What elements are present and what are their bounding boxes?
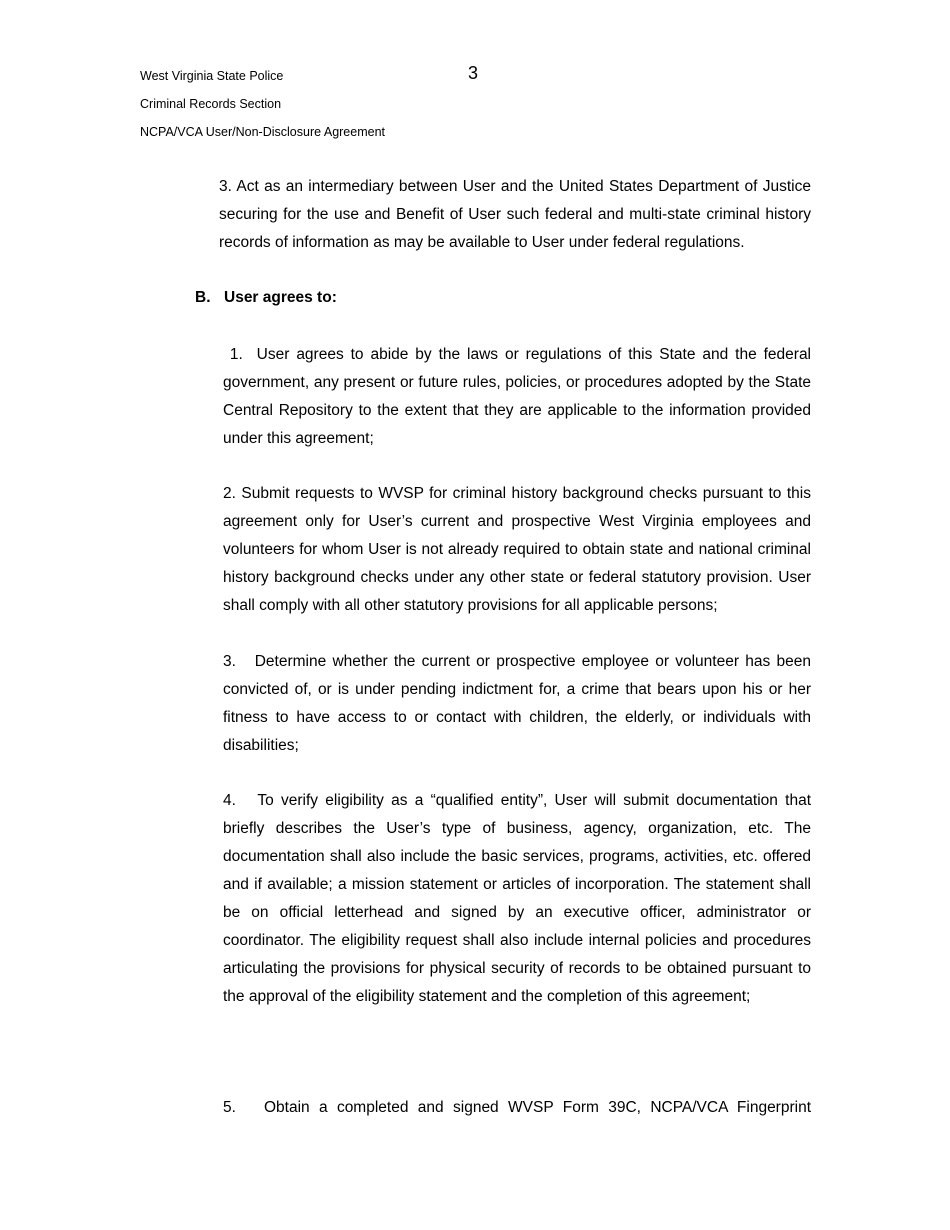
paragraph-b5: 5. Obtain a completed and signed WVSP Form 39C, NCPA/VCA Fingerprint (223, 1099, 811, 1116)
header-document-title: NCPA/VCA User/Non-Disclosure Agreement (140, 125, 385, 139)
paragraph-b2: 2. Submit requests to WVSP for criminal history background checks pursuant to this agreement only for User’s current and prospective West Virginia employees and volunteers for whom User is not already required to obtain state and national criminal history background checks under any other state or federal statutory provision. User shall comply with all other statutory provisions for all applicable persons; (223, 485, 811, 614)
section-b-heading (195, 284, 337, 312)
section-b-letter: B. (195, 289, 211, 306)
paragraph-a3: 3. Act as an intermediary between User and the United States Department of Justice securing for the use and Benefit of User such federal and multi-state criminal history records of information as may be available to User under federal regulations. (219, 178, 811, 251)
section-b-title: User agrees to: (224, 289, 337, 306)
paragraph-b3: 3. Determine whether the current or prospective employee or volunteer has been convicted of, or is under pending indictment for, a crime that bears upon his or her fitness to have access to or contact with children, the elderly, or individuals with disabilities; (223, 653, 816, 754)
paragraph-b1: 1. User agrees to abide by the laws or regulations of this State and the federal government, any present or future rules, policies, or procedures adopted by the State Central Repository to the extent that they are applicable to the information provided under this agreement; (223, 346, 816, 447)
paragraph-b4: 4. To verify eligibility as a “qualified entity”, User will submit documentation that briefly describes the User’s type of business, agency, organization, etc. The documentation shall also include the basic services, programs, activities, etc. offered and if available; a mission statement or articles of incorporation. The statement shall be on official letterhead and signed by an executive officer, administrator or coordinator. The eligibility request shall also include internal policies and procedures articulating the provisions for physical security of records to be obtained pursuant to the approval of the eligibility statement and the completion of this agreement; (223, 792, 816, 1005)
header-section: Criminal Records Section (140, 97, 282, 111)
page-number: 3 (468, 63, 479, 83)
header-agency: West Virginia State Police (140, 69, 284, 83)
